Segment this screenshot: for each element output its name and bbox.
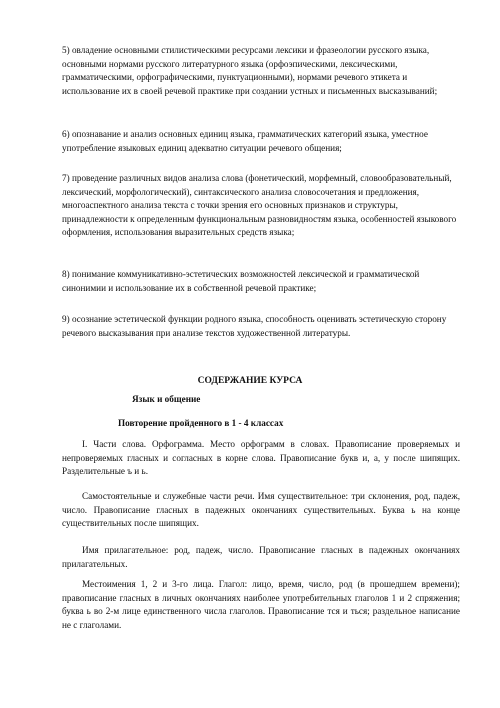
competency-item-8: 8) понимание коммуникативно-эстетических возможностей лексической и грамматической синонимии и использование их в собственной речевой практике; [62,269,420,293]
competency-item-5: 5) овладение основными стилистическими ресурсами лексики и фразеологии русского языка, основными нормами русского литературного языка (орфоэпическими, лексическими, грамматическими, орфографическими, пунктуационными), нормами речевого этикета и использование их в своей речевой практике при создании устных и письменных высказываний; [62,45,438,96]
competency-item-6: 6) опознавание и анализ основных единиц языка, грамматических категорий языка, уместное употребление языковых единиц адекватно ситуации речевого общения; [62,129,428,153]
competency-item-7: 7) проведение различных видов анализа слова (фонетический, морфемный, словообразовательный, лексический, морфологический), синтаксического анализа словосочетания и предложения, многоаспектного анализа текста с точки зрения его основных признаков и структуры, принадлежности к определенным функциональным разновидностям языка, особенностей языкового оформления, использования выразительных средств языка; [62,173,457,238]
course-content-title: СОДЕРЖАНИЕ КУРСА [197,376,303,386]
course-paragraph-1: I. Части слова. Орфограмма. Место орфограмм в словах. Правописание проверяемых и непроверяемых гласных и согласных в корне слова. Правописание букв и, а, у после шипящих. Разделительные ъ и ь. [62,439,460,477]
subsection-heading: Повторение пройденного в 1 - 4 классах [118,418,284,428]
course-paragraph-2: Самостоятельные и служебные части речи. Имя существительное: три склонения, род, падеж, число. Правописание гласных в падежных окончаниях существительных. Буква ь на конце существительных после шипящих. [62,491,460,529]
course-paragraph-3: Имя прилагательное: род, падеж, число. Правописание гласных в падежных окончаниях прилагательных. [62,545,460,569]
section-heading: Язык и общение [132,394,201,404]
competency-item-9: 9) осознание эстетической функции родного языка, способность оценивать эстетическую сторону речевого высказывания при анализе текстов художественной литературы. [62,314,447,338]
course-paragraph-4: Местоимения 1, 2 и 3-го лица. Глагол: лицо, время, число, род (в прошедшем времени); правописание гласных в личных окончаниях наиболее употребительных глаголов 1 и 2 спряжения; буква ь во 2-м лице единственного числа глаголов. Правописание тся и ться; раздельное написание не с глаголами. [62,579,460,630]
